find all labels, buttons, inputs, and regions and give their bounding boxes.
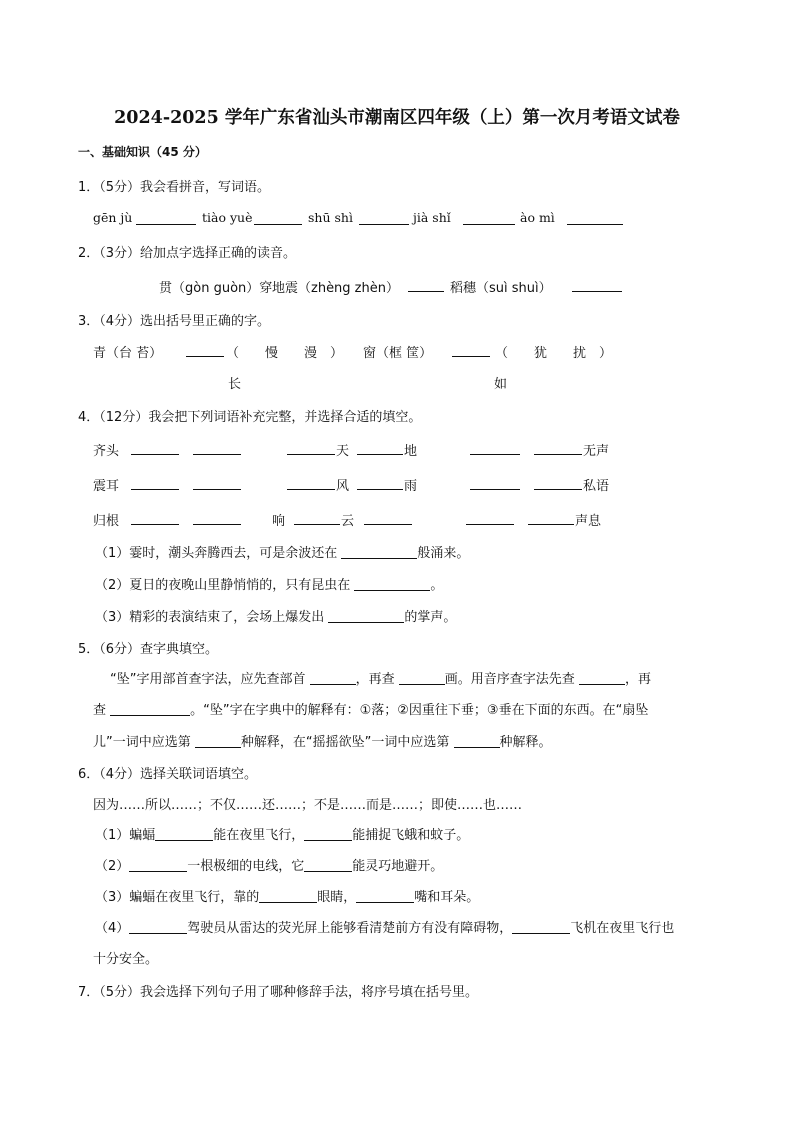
q2-item-3: 稻穗（suì shuì）	[450, 281, 552, 296]
answer-blank[interactable]	[131, 510, 179, 525]
answer-blank[interactable]	[408, 277, 444, 292]
answer-blank[interactable]	[359, 210, 409, 225]
q5-line-2: 查 。“坠”字在字典中的解释有：①落；②因重往下垂；③垂在下面的东西。在“扇坠	[93, 703, 649, 718]
q6-options: 因为……所以……；不仅……还……；不是……而是……；即使……也……	[93, 798, 523, 813]
answer-blank[interactable]	[512, 919, 570, 934]
q5-line-3: 儿”一词中应选第 种解释，在“摇摇欲坠”一词中应选第 种解释。	[93, 735, 552, 750]
answer-blank[interactable]	[259, 888, 317, 903]
answer-blank[interactable]	[287, 440, 335, 455]
answer-blank[interactable]	[452, 342, 490, 357]
answer-blank[interactable]	[193, 440, 241, 455]
answer-blank[interactable]	[131, 440, 179, 455]
pinyin-4: jià shǐ	[413, 210, 451, 225]
answer-blank[interactable]	[534, 440, 582, 455]
q4-sentence-3: （3）精彩的表演结束了，会场上爆发出 的掌声。	[95, 610, 457, 625]
answer-blank[interactable]	[357, 475, 403, 490]
pinyin-2: tiào yuè	[202, 210, 253, 225]
answer-blank[interactable]	[195, 733, 241, 748]
answer-blank[interactable]	[357, 440, 403, 455]
answer-blank[interactable]	[572, 277, 622, 292]
answer-blank[interactable]	[136, 210, 196, 225]
question-6-stem: 6．（4分）选择关联词语填空。	[78, 767, 258, 782]
q6-sentence-4-cont: 十分安全。	[93, 952, 159, 967]
answer-blank[interactable]	[129, 857, 187, 872]
answer-blank[interactable]	[354, 576, 430, 591]
answer-blank[interactable]	[310, 670, 356, 685]
answer-blank[interactable]	[155, 826, 213, 841]
pinyin-3: shū shì	[308, 210, 353, 225]
question-5-stem: 5．（6分）查字典填空。	[78, 642, 219, 657]
question-4-stem: 4．（12分）我会把下列词语补充完整，并选择合适的填空。	[78, 410, 422, 425]
q2-item-1: 贯（gòn guòn）穿	[159, 281, 273, 296]
answer-blank[interactable]	[463, 210, 515, 225]
q4-sentence-1: （1）霎时，潮头奔腾西去，可是余波还在 般涌来。	[95, 546, 470, 561]
answer-blank[interactable]	[567, 210, 623, 225]
idiom-word: 地	[404, 444, 418, 459]
pinyin-5: ào mì	[520, 210, 555, 225]
idiom-word: 无声	[583, 444, 610, 459]
answer-blank[interactable]	[534, 475, 582, 490]
answer-blank[interactable]	[399, 670, 445, 685]
answer-blank[interactable]	[193, 510, 241, 525]
idiom-word: 响	[272, 514, 286, 529]
q2-item-2: 地震（zhèng zhèn）	[272, 281, 399, 296]
question-3-stem: 3．（4分）选出括号里正确的字。	[78, 314, 271, 329]
q3-item-b: （ 慢 漫 ）	[226, 346, 344, 361]
answer-blank[interactable]	[254, 210, 302, 225]
q5-line-1: “坠”字用部首查字法，应先查部首 ，再查 画。用音序查字法先查 ，再	[110, 672, 651, 687]
idiom-word: 雨	[404, 479, 418, 494]
q3-item-b-tail: 长	[228, 377, 242, 392]
pinyin-1: gēn jù	[93, 210, 133, 225]
answer-blank[interactable]	[328, 608, 404, 623]
idiom-word: 齐头	[93, 444, 120, 459]
idiom-word: 风	[336, 479, 350, 494]
answer-blank[interactable]	[304, 857, 352, 872]
answer-blank[interactable]	[287, 475, 335, 490]
idiom-word: 云	[341, 514, 355, 529]
q6-sentence-2: （2） 一根极细的电线，它 能灵巧地避开。	[95, 859, 444, 874]
answer-blank[interactable]	[364, 510, 412, 525]
idiom-word: 震耳	[93, 479, 120, 494]
answer-blank[interactable]	[131, 475, 179, 490]
answer-blank[interactable]	[193, 475, 241, 490]
section-heading: 一、基础知识（45 分）	[78, 145, 207, 159]
q6-sentence-3: （3）蝙蝠在夜里飞行，靠的 眼睛， 嘴和耳朵。	[95, 890, 480, 905]
page-title: 2024-2025 学年广东省汕头市潮南区四年级（上）第一次月考语文试卷	[114, 108, 680, 128]
answer-blank[interactable]	[304, 826, 352, 841]
idiom-word: 天	[336, 444, 350, 459]
answer-blank[interactable]	[110, 701, 190, 716]
q3-item-d: （ 犹 扰 ）	[495, 346, 613, 361]
answer-blank[interactable]	[129, 919, 187, 934]
q3-item-a: 青（台 苔）	[93, 346, 163, 361]
question-1-stem: 1．（5分）我会看拼音，写词语。	[78, 180, 271, 195]
question-7-stem: 7．（5分）我会选择下列句子用了哪种修辞手法，将序号填在括号里。	[78, 985, 479, 1000]
q3-item-c: 窗（框 筐）	[363, 346, 433, 361]
idiom-word: 私语	[583, 479, 610, 494]
answer-blank[interactable]	[186, 342, 224, 357]
idiom-word: 归根	[93, 514, 120, 529]
answer-blank[interactable]	[470, 475, 520, 490]
answer-blank[interactable]	[454, 733, 500, 748]
answer-blank[interactable]	[341, 544, 417, 559]
q4-sentence-2: （2）夏日的夜晚山里静悄悄的，只有昆虫在 。	[95, 578, 444, 593]
answer-blank[interactable]	[466, 510, 514, 525]
answer-blank[interactable]	[356, 888, 414, 903]
q6-sentence-1: （1）蝙蝠 能在夜里飞行， 能捕捉飞蛾和蚊子。	[95, 828, 470, 843]
answer-blank[interactable]	[470, 440, 520, 455]
answer-blank[interactable]	[579, 670, 625, 685]
q3-item-d-tail: 如	[494, 377, 508, 392]
q6-sentence-4: （4） 驾驶员从雷达的荧光屏上能够看清楚前方有没有障碍物， 飞机在夜里飞行也	[95, 921, 675, 936]
question-2-stem: 2．（3分）给加点字选择正确的读音。	[78, 246, 297, 261]
answer-blank[interactable]	[528, 510, 574, 525]
answer-blank[interactable]	[294, 510, 340, 525]
idiom-word: 声息	[575, 514, 602, 529]
